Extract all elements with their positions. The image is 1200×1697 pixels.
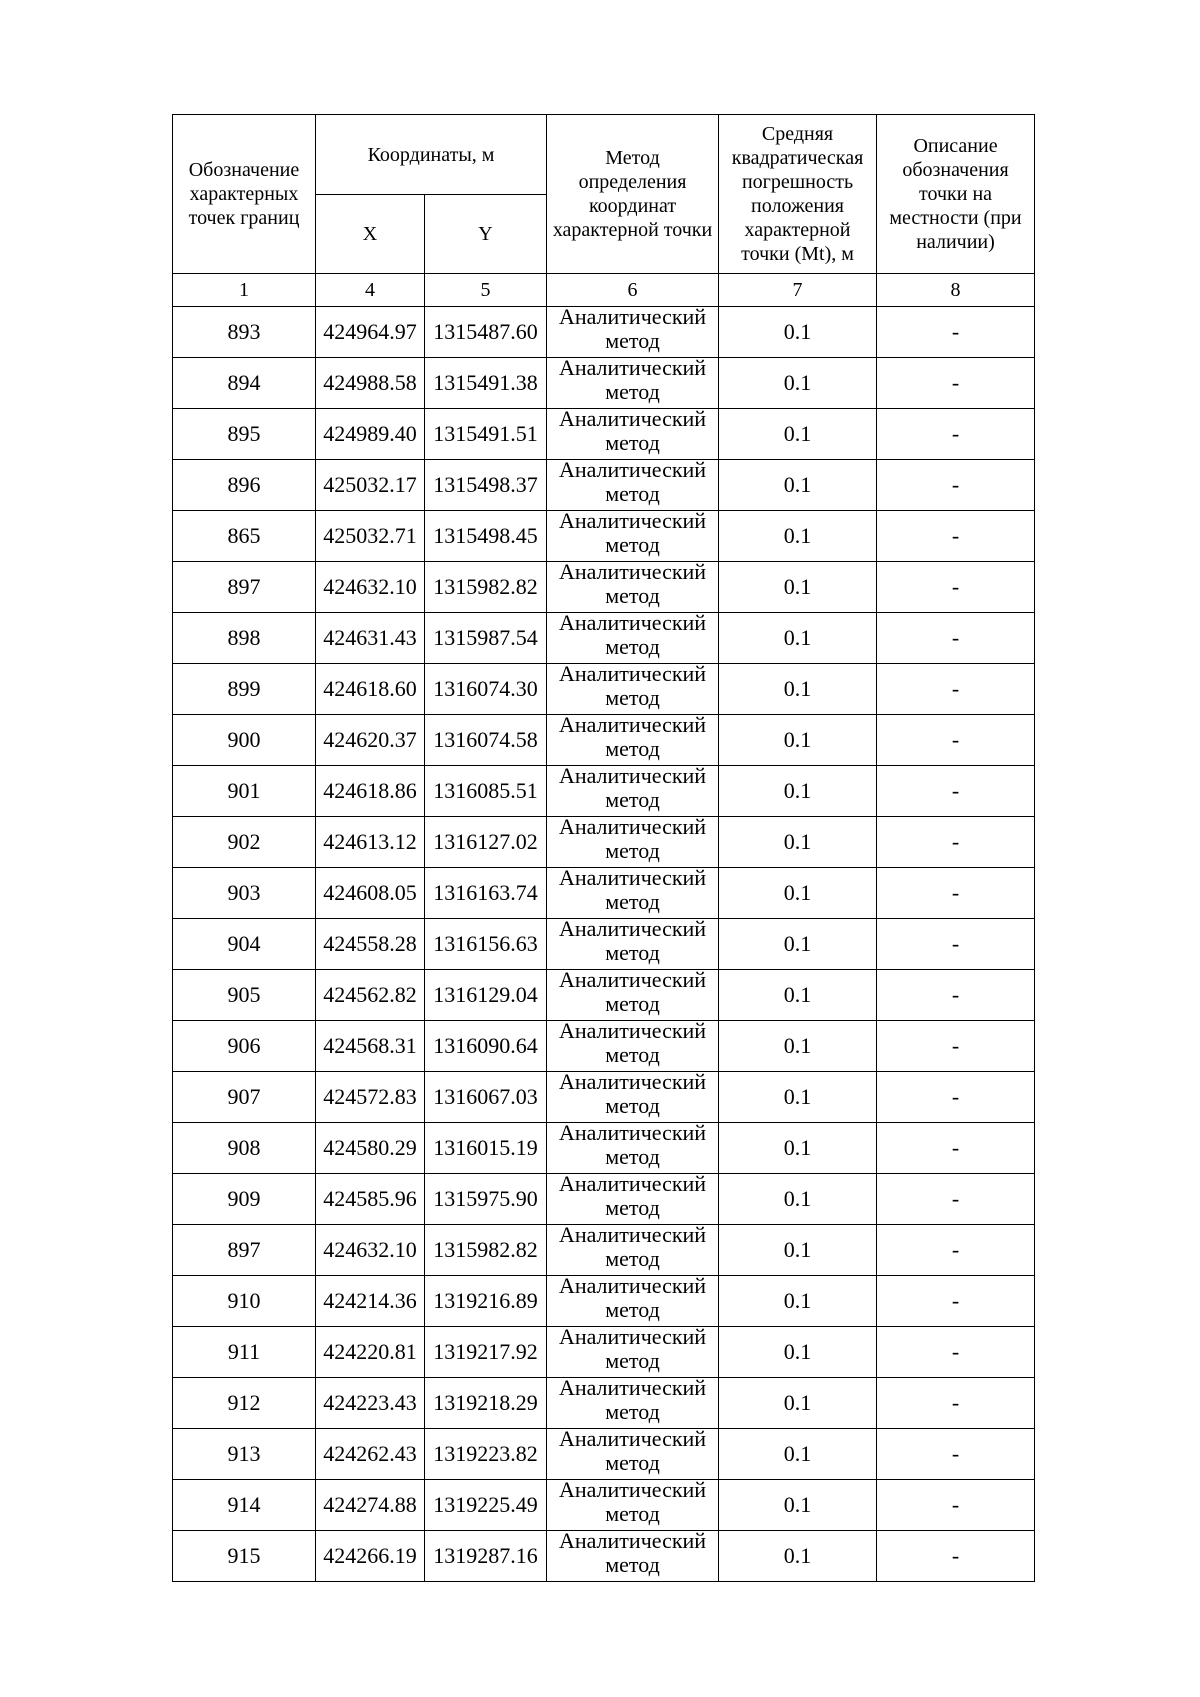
error-cell: 0.1 xyxy=(719,817,877,868)
method-cell xyxy=(547,967,719,1021)
table-row xyxy=(173,664,1035,715)
x-coordinate-cell: 424613.12 xyxy=(316,817,425,868)
method-text: Аналитический метод xyxy=(558,763,707,812)
method-cell xyxy=(547,1528,719,1582)
method-text: Аналитический метод xyxy=(558,1222,707,1271)
description-cell: - xyxy=(877,511,1035,562)
method-text: Аналитический метод xyxy=(558,610,707,659)
y-coordinate-cell: 1316067.03 xyxy=(425,1072,547,1123)
point-cell: 895 xyxy=(173,409,316,460)
x-coordinate-cell: 424220.81 xyxy=(316,1327,425,1378)
method-cell xyxy=(547,304,719,358)
y-coordinate-cell: 1319217.92 xyxy=(425,1327,547,1378)
column-number: 7 xyxy=(719,274,877,307)
method-text: Аналитический метод xyxy=(558,304,707,353)
description-cell: - xyxy=(877,1123,1035,1174)
error-cell: 0.1 xyxy=(719,358,877,409)
x-coordinate-cell: 424632.10 xyxy=(316,1225,425,1276)
point-cell: 909 xyxy=(173,1174,316,1225)
method-text: Аналитический метод xyxy=(558,1069,707,1118)
point-cell: 894 xyxy=(173,358,316,409)
y-coordinate-cell: 1316074.30 xyxy=(425,664,547,715)
description-cell: - xyxy=(877,613,1035,664)
method-cell xyxy=(547,916,719,970)
method-text: Аналитический метод xyxy=(558,355,707,404)
error-cell: 0.1 xyxy=(719,1531,877,1582)
y-coordinate-cell: 1315487.60 xyxy=(425,307,547,358)
method-cell xyxy=(547,559,719,613)
description-cell: - xyxy=(877,562,1035,613)
header-description: Описание обозначения точки на местности (при наличии) xyxy=(877,115,1035,274)
point-cell: 912 xyxy=(173,1378,316,1429)
error-cell: 0.1 xyxy=(719,1021,877,1072)
y-coordinate-cell: 1316156.63 xyxy=(425,919,547,970)
method-text: Аналитический метод xyxy=(558,1120,707,1169)
description-cell: - xyxy=(877,1429,1035,1480)
x-coordinate-cell: 425032.71 xyxy=(316,511,425,562)
method-text: Аналитический метод xyxy=(558,967,707,1016)
point-cell: 911 xyxy=(173,1327,316,1378)
y-coordinate-cell: 1316015.19 xyxy=(425,1123,547,1174)
column-number: 1 xyxy=(173,274,316,307)
description-cell: - xyxy=(877,1072,1035,1123)
method-text: Аналитический метод xyxy=(558,457,707,506)
description-cell: - xyxy=(877,919,1035,970)
error-cell: 0.1 xyxy=(719,562,877,613)
description-cell: - xyxy=(877,664,1035,715)
description-cell: - xyxy=(877,970,1035,1021)
method-text: Аналитический метод xyxy=(558,1273,707,1322)
method-text: Аналитический метод xyxy=(558,1528,707,1577)
method-text: Аналитический метод xyxy=(558,1426,707,1475)
y-coordinate-cell: 1319225.49 xyxy=(425,1480,547,1531)
description-cell: - xyxy=(877,1174,1035,1225)
table-row xyxy=(173,1123,1035,1174)
error-cell: 0.1 xyxy=(719,613,877,664)
table-row xyxy=(173,460,1035,511)
x-coordinate-cell: 424620.37 xyxy=(316,715,425,766)
method-cell xyxy=(547,763,719,817)
description-cell: - xyxy=(877,1531,1035,1582)
point-cell: 913 xyxy=(173,1429,316,1480)
method-text: Аналитический метод xyxy=(558,406,707,455)
method-text: Аналитический метод xyxy=(558,1477,707,1526)
error-cell: 0.1 xyxy=(719,1174,877,1225)
method-text: Аналитический метод xyxy=(558,814,707,863)
table-row xyxy=(173,307,1035,358)
y-coordinate-cell: 1316074.58 xyxy=(425,715,547,766)
method-cell xyxy=(547,865,719,919)
x-coordinate-cell: 424262.43 xyxy=(316,1429,425,1480)
method-text: Аналитический метод xyxy=(558,1018,707,1067)
method-cell xyxy=(547,814,719,868)
header-method: Метод определения координат характерной точки xyxy=(547,115,719,274)
error-cell: 0.1 xyxy=(719,664,877,715)
x-coordinate-cell: 424568.31 xyxy=(316,1021,425,1072)
header-coordinates: Координаты, м xyxy=(316,115,547,195)
error-cell: 0.1 xyxy=(719,919,877,970)
y-coordinate-cell: 1316085.51 xyxy=(425,766,547,817)
description-cell: - xyxy=(877,1276,1035,1327)
method-cell xyxy=(547,1120,719,1174)
description-cell: - xyxy=(877,766,1035,817)
description-cell: - xyxy=(877,409,1035,460)
description-cell: - xyxy=(877,1378,1035,1429)
table-row xyxy=(173,766,1035,817)
error-cell: 0.1 xyxy=(719,868,877,919)
error-cell: 0.1 xyxy=(719,460,877,511)
point-cell: 908 xyxy=(173,1123,316,1174)
x-coordinate-cell: 424274.88 xyxy=(316,1480,425,1531)
method-cell xyxy=(547,1375,719,1429)
table-row xyxy=(173,970,1035,1021)
error-cell: 0.1 xyxy=(719,511,877,562)
method-text: Аналитический метод xyxy=(558,559,707,608)
method-text: Аналитический метод xyxy=(558,865,707,914)
error-cell: 0.1 xyxy=(719,766,877,817)
error-cell: 0.1 xyxy=(719,1429,877,1480)
x-coordinate-cell: 424989.40 xyxy=(316,409,425,460)
x-coordinate-cell: 424618.86 xyxy=(316,766,425,817)
method-cell xyxy=(547,1426,719,1480)
x-coordinate-cell: 424608.05 xyxy=(316,868,425,919)
coordinates-table xyxy=(172,114,1035,1582)
table-row xyxy=(173,358,1035,409)
y-coordinate-cell: 1316127.02 xyxy=(425,817,547,868)
table-row xyxy=(173,1276,1035,1327)
x-coordinate-cell: 424572.83 xyxy=(316,1072,425,1123)
error-cell: 0.1 xyxy=(719,970,877,1021)
method-text: Аналитический метод xyxy=(558,508,707,557)
method-text: Аналитический метод xyxy=(558,916,707,965)
x-coordinate-cell: 424562.82 xyxy=(316,970,425,1021)
description-cell: - xyxy=(877,715,1035,766)
table-row xyxy=(173,1174,1035,1225)
point-cell: 910 xyxy=(173,1276,316,1327)
y-coordinate-cell: 1319223.82 xyxy=(425,1429,547,1480)
point-cell: 901 xyxy=(173,766,316,817)
table-row xyxy=(173,1429,1035,1480)
method-text: Аналитический метод xyxy=(558,661,707,710)
x-coordinate-cell: 424632.10 xyxy=(316,562,425,613)
point-cell: 902 xyxy=(173,817,316,868)
method-cell xyxy=(547,1069,719,1123)
method-cell xyxy=(547,1171,719,1225)
y-coordinate-cell: 1319218.29 xyxy=(425,1378,547,1429)
description-cell: - xyxy=(877,1480,1035,1531)
table-row xyxy=(173,715,1035,766)
table-row xyxy=(173,1531,1035,1582)
point-cell: 914 xyxy=(173,1480,316,1531)
x-coordinate-cell: 424580.29 xyxy=(316,1123,425,1174)
point-cell: 907 xyxy=(173,1072,316,1123)
point-cell: 904 xyxy=(173,919,316,970)
x-coordinate-cell: 424631.43 xyxy=(316,613,425,664)
method-cell xyxy=(547,355,719,409)
point-cell: 906 xyxy=(173,1021,316,1072)
x-coordinate-cell: 424988.58 xyxy=(316,358,425,409)
point-cell: 896 xyxy=(173,460,316,511)
x-coordinate-cell: 424964.97 xyxy=(316,307,425,358)
method-cell xyxy=(547,508,719,562)
x-coordinate-cell: 424266.19 xyxy=(316,1531,425,1582)
x-coordinate-cell: 425032.17 xyxy=(316,460,425,511)
table-body xyxy=(173,304,1035,1582)
error-cell: 0.1 xyxy=(719,1072,877,1123)
method-cell xyxy=(547,457,719,511)
point-cell: 865 xyxy=(173,511,316,562)
y-coordinate-cell: 1316163.74 xyxy=(425,868,547,919)
method-cell xyxy=(547,610,719,664)
point-cell: 897 xyxy=(173,562,316,613)
error-cell: 0.1 xyxy=(719,409,877,460)
y-coordinate-cell: 1316090.64 xyxy=(425,1021,547,1072)
method-cell xyxy=(547,661,719,715)
y-coordinate-cell: 1315975.90 xyxy=(425,1174,547,1225)
table-row xyxy=(173,1225,1035,1276)
x-coordinate-cell: 424558.28 xyxy=(316,919,425,970)
header-designation: Обозначение характерных точек границ xyxy=(173,115,316,274)
method-text: Аналитический метод xyxy=(558,1171,707,1220)
table-row xyxy=(173,1327,1035,1378)
column-number: 8 xyxy=(877,274,1035,307)
method-text: Аналитический метод xyxy=(558,1324,707,1373)
y-coordinate-cell: 1319216.89 xyxy=(425,1276,547,1327)
y-coordinate-cell: 1315982.82 xyxy=(425,1225,547,1276)
error-cell: 0.1 xyxy=(719,1123,877,1174)
method-cell xyxy=(547,1222,719,1276)
point-cell: 893 xyxy=(173,307,316,358)
table-row xyxy=(173,919,1035,970)
method-cell xyxy=(547,1273,719,1327)
description-cell: - xyxy=(877,460,1035,511)
description-cell: - xyxy=(877,358,1035,409)
method-cell xyxy=(547,712,719,766)
method-cell xyxy=(547,406,719,460)
table-row xyxy=(173,613,1035,664)
point-cell: 898 xyxy=(173,613,316,664)
table-row xyxy=(173,1378,1035,1429)
y-coordinate-cell: 1319287.16 xyxy=(425,1531,547,1582)
header-x: X xyxy=(316,195,425,274)
table-row xyxy=(173,1021,1035,1072)
table-row xyxy=(173,511,1035,562)
description-cell: - xyxy=(877,1225,1035,1276)
method-cell xyxy=(547,1324,719,1378)
x-coordinate-cell: 424585.96 xyxy=(316,1174,425,1225)
error-cell: 0.1 xyxy=(719,715,877,766)
x-coordinate-cell: 424618.60 xyxy=(316,664,425,715)
header-error: Средняя квадратическая погрешность положения характерной точки (Mt), м xyxy=(719,115,877,274)
description-cell: - xyxy=(877,817,1035,868)
y-coordinate-cell: 1315982.82 xyxy=(425,562,547,613)
error-cell: 0.1 xyxy=(719,1276,877,1327)
description-cell: - xyxy=(877,868,1035,919)
column-number: 6 xyxy=(547,274,719,307)
description-cell: - xyxy=(877,1021,1035,1072)
header-y: Y xyxy=(425,195,547,274)
error-cell: 0.1 xyxy=(719,1378,877,1429)
y-coordinate-cell: 1315498.45 xyxy=(425,511,547,562)
table-row xyxy=(173,1480,1035,1531)
method-cell xyxy=(547,1477,719,1531)
table-row xyxy=(173,1072,1035,1123)
point-cell: 899 xyxy=(173,664,316,715)
x-coordinate-cell: 424214.36 xyxy=(316,1276,425,1327)
description-cell: - xyxy=(877,1327,1035,1378)
column-number: 5 xyxy=(425,274,547,307)
table-row xyxy=(173,409,1035,460)
y-coordinate-cell: 1315491.38 xyxy=(425,358,547,409)
error-cell: 0.1 xyxy=(719,307,877,358)
point-cell: 900 xyxy=(173,715,316,766)
method-cell xyxy=(547,1018,719,1072)
point-cell: 905 xyxy=(173,970,316,1021)
table-row xyxy=(173,868,1035,919)
method-text: Аналитический метод xyxy=(558,1375,707,1424)
y-coordinate-cell: 1316129.04 xyxy=(425,970,547,1021)
column-number: 4 xyxy=(316,274,425,307)
point-cell: 903 xyxy=(173,868,316,919)
error-cell: 0.1 xyxy=(719,1480,877,1531)
table-row xyxy=(173,817,1035,868)
error-cell: 0.1 xyxy=(719,1225,877,1276)
method-text: Аналитический метод xyxy=(558,712,707,761)
y-coordinate-cell: 1315498.37 xyxy=(425,460,547,511)
y-coordinate-cell: 1315987.54 xyxy=(425,613,547,664)
y-coordinate-cell: 1315491.51 xyxy=(425,409,547,460)
point-cell: 897 xyxy=(173,1225,316,1276)
error-cell: 0.1 xyxy=(719,1327,877,1378)
table-row xyxy=(173,562,1035,613)
point-cell: 915 xyxy=(173,1531,316,1582)
description-cell: - xyxy=(877,307,1035,358)
x-coordinate-cell: 424223.43 xyxy=(316,1378,425,1429)
